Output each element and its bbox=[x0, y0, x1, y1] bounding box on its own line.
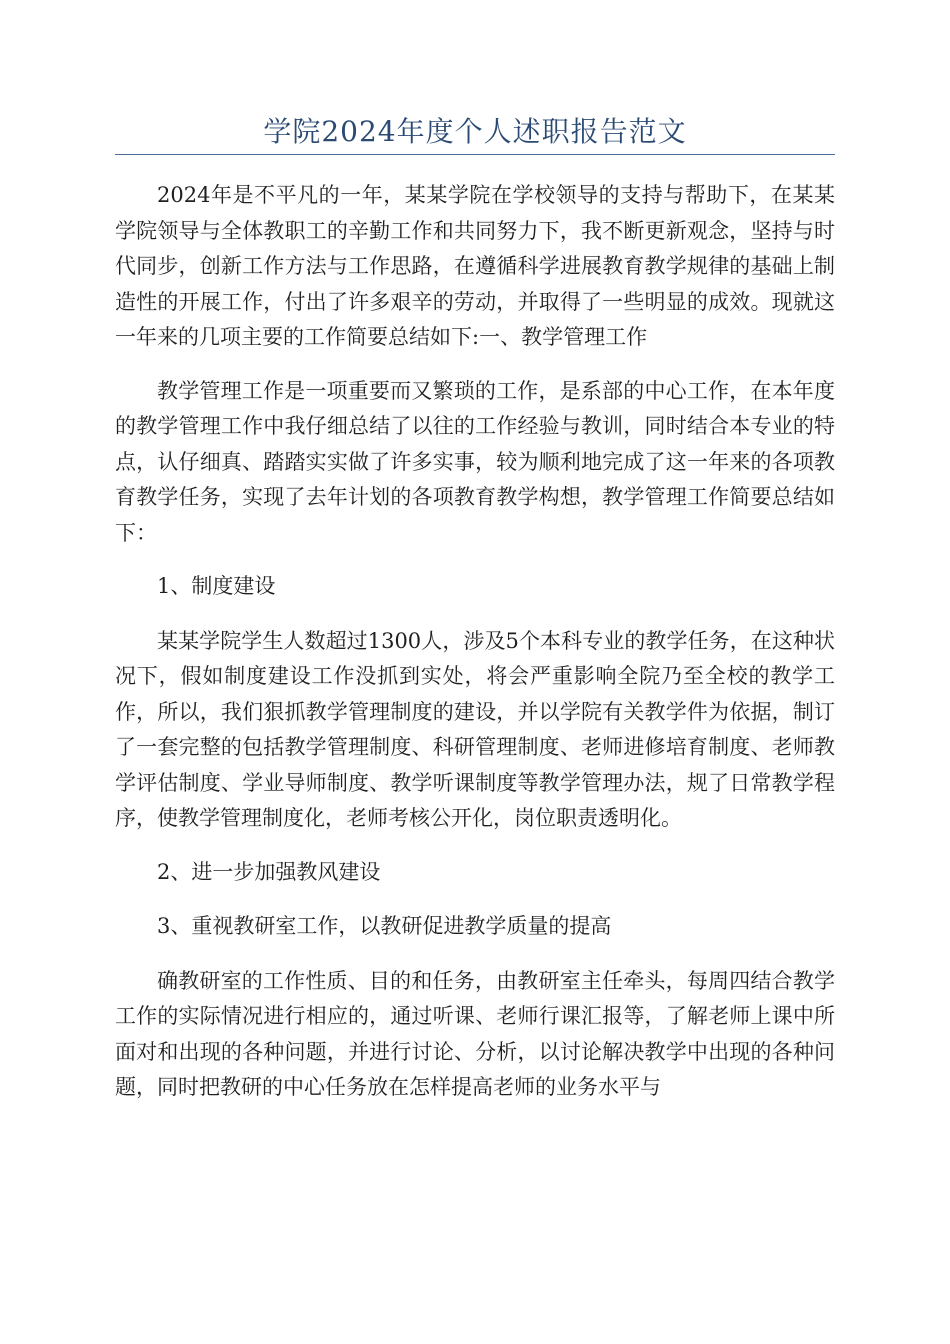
section-heading-teaching-style: 2、进一步加强教风建设 bbox=[157, 859, 381, 884]
paragraph-teaching-management: 教学管理工作是一项重要而又繁琐的工作，是系部的中心工作，在本年度的教学管理工作中我仔细总结了以往的工作经验与教训，同时结合本专业的特点，认仔细真、踏踏实实做了许多实事，较为顺利地完成了这一年来的各项教育教学任务，实现了去年计划的各项教育教学构想，教学管理工作简要总结如下： bbox=[115, 378, 835, 545]
document-body bbox=[115, 178, 835, 1124]
paragraph-intro: 2024年是不平凡的一年，某某学院在学校领导的支持与帮助下，在某某学院领导与全体教职工的辛勤工作和共同努力下，我不断更新观念，坚持与时代同步，创新工作方法与工作思路，在遵循科学进展教育教学规律的基础上制造性的开展工作，付出了许多艰辛的劳动，并取得了一些明显的成效。现就这一年来的几项主要的工作简要总结如下:一、教学管理工作 bbox=[115, 183, 835, 349]
section-heading-system-building: 1、制度建设 bbox=[157, 574, 276, 598]
paragraph-teaching-research: 确教研室的工作性质、目的和任务，由教研室主任牵头，每周四结合教学工作的实际情况进行相应的，通过听课、老师行课汇报等，了解老师上课中所面对和出现的各种问题，并进行讨论、分析，以讨论解决教学中出现的各种问题，同时把教研的中心任务放在怎样提高老师的业务水平与 bbox=[115, 968, 835, 1099]
section-heading-teaching-research: 3、重视教研室工作，以教研促进教学质量的提高 bbox=[157, 914, 612, 938]
title-underline bbox=[115, 154, 835, 155]
document-title: 学院2024年度个人述职报告范文 bbox=[263, 115, 687, 148]
paragraph-system-building: 某某学院学生人数超过1300人，涉及5个本科专业的教学任务，在这种状况下，假如制度建设工作没抓到实处，将会严重影响全院乃至全校的教学工作，所以，我们狠抓教学管理制度的建设，并以学院有关教学件为依据，制订了一套完整的包括教学管理制度、科研管理制度、老师进修培育制度、老师教学评估制度、学业导师制度、教学听课制度等教学管理办法，规了日常教学程序，使教学管理制度化，老师考核公开化，岗位职责透明化。 bbox=[115, 628, 835, 830]
